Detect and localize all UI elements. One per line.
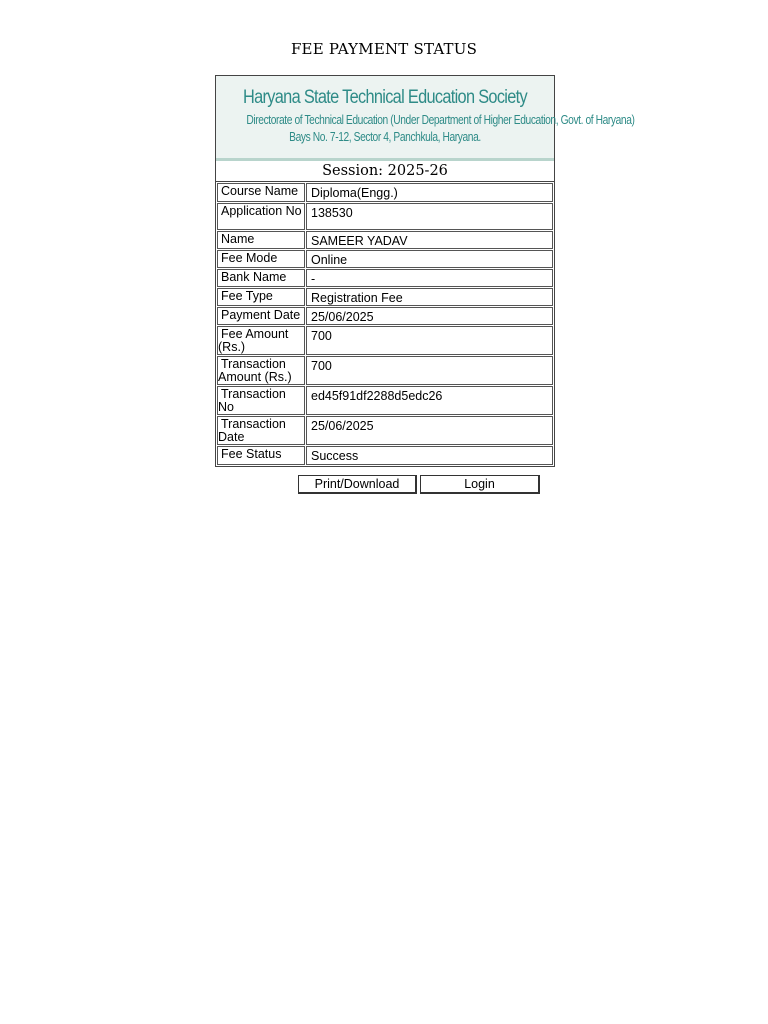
directorate-name: Directorate of Technical Education (Under Department of Higher Education, Govt. of Haryana) [246, 113, 635, 127]
row-label: Fee Amount (Rs.) [217, 326, 305, 355]
row-value: SAMEER YADAV [306, 231, 553, 249]
page-title: FEE PAYMENT STATUS [290, 40, 478, 58]
row-label: Bank Name [217, 269, 305, 287]
row-value: Success [306, 446, 553, 465]
row-label: Application No [217, 203, 305, 230]
table-row [217, 326, 553, 355]
table-row [217, 356, 553, 385]
row-value: 700 [306, 356, 553, 385]
row-value: 25/06/2025 [306, 307, 553, 325]
row-value: 25/06/2025 [306, 416, 553, 445]
row-label: Fee Status [217, 446, 305, 465]
fee-receipt [215, 75, 635, 467]
row-label: Transaction Amount (Rs.) [217, 356, 305, 385]
table-row [217, 203, 553, 230]
table-row [217, 250, 553, 268]
row-value: ed45f91df2288d5edc26 [306, 386, 553, 415]
row-value: Diploma(Engg.) [306, 183, 553, 202]
row-label: Name [217, 231, 305, 249]
row-value: Registration Fee [306, 288, 553, 306]
row-label: Course Name [217, 183, 305, 202]
row-label: Transaction No [217, 386, 305, 415]
row-label: Fee Type [217, 288, 305, 306]
institution-address: Bays No. 7-12, Sector 4, Panchkula, Haryana. [289, 130, 481, 144]
institution-banner [216, 76, 635, 161]
table-row [217, 307, 553, 325]
row-label: Transaction Date [217, 416, 305, 445]
table-row [217, 231, 553, 249]
table-row [217, 386, 553, 415]
table-row [217, 288, 553, 306]
organization-name: Haryana State Technical Education Society [243, 87, 527, 108]
table-row [217, 269, 553, 287]
row-value: 700 [306, 326, 553, 355]
table-row [217, 416, 553, 445]
table-row [217, 183, 553, 202]
login-button[interactable]: Login [420, 475, 540, 494]
action-buttons [298, 475, 548, 495]
row-label: Fee Mode [217, 250, 305, 268]
fee-details-table [216, 182, 554, 466]
row-value: - [306, 269, 553, 287]
row-label: Payment Date [217, 307, 305, 325]
row-value: 138530 [306, 203, 553, 230]
print-download-button[interactable]: Print/Download [298, 475, 417, 494]
table-row [217, 446, 553, 465]
session-label: Session: 2025-26 [216, 161, 554, 182]
row-value: Online [306, 250, 553, 268]
